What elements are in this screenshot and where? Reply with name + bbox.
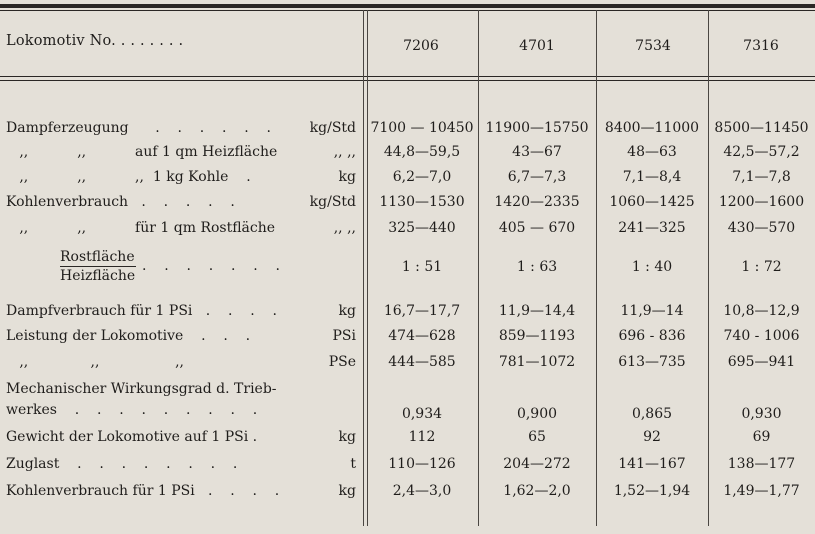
table-cell: 7,1—8,4 <box>622 169 682 185</box>
table-cell: 141—167 <box>618 456 686 472</box>
row-label: ,, ,, auf 1 qm Heizfläche <box>6 144 278 160</box>
table-cell: 1,49—1,77 <box>723 483 800 499</box>
table-cell: 92 <box>643 429 661 445</box>
table-cell: 1 : 40 <box>631 259 673 275</box>
table-row <box>0 120 815 142</box>
row-label: ,, ,, für 1 qm Rostfläche <box>6 220 276 236</box>
header-rule-2 <box>0 80 815 81</box>
column-header: 7534 <box>635 38 671 54</box>
table-row <box>0 220 815 242</box>
table-cell: 1 : 63 <box>516 259 558 275</box>
table-cell: 6,2—7,0 <box>392 169 452 185</box>
table-cell: 8400—11000 <box>604 120 700 136</box>
table-cell: 112 <box>408 429 436 445</box>
row-label: Gewicht der Lokomotive auf 1 PSi . <box>6 429 258 445</box>
table-cell: 1,52—1,94 <box>613 483 691 499</box>
table-cell: 781—1072 <box>498 354 576 370</box>
header-rule <box>0 76 815 77</box>
table-cell: 474—628 <box>388 328 456 344</box>
header-label: Lokomotiv No. . . . . . . . <box>6 33 184 49</box>
row-label: ,, ,, ,, 1 kg Kohle . <box>6 169 251 185</box>
row-label: ,, ,, ,, <box>6 354 185 370</box>
row-unit: PSe <box>328 354 356 370</box>
table-cell: 10,8—12,9 <box>723 303 800 319</box>
table-cell: 2,4—3,0 <box>392 483 452 499</box>
table-cell: 1 : 51 <box>401 259 443 275</box>
table-row <box>0 194 815 216</box>
table-cell: 6,7—7,3 <box>507 169 567 185</box>
table-row <box>0 169 815 191</box>
top-rule-thin <box>0 10 815 11</box>
table-cell: 325—440 <box>388 220 456 236</box>
row-dots: . . . . . . . <box>142 258 280 274</box>
row-label: werkes . . . . . . . . . <box>6 402 258 418</box>
table-cell: 16,7—17,7 <box>383 303 461 319</box>
table-cell: 405 — 670 <box>498 220 576 236</box>
column-header: 7316 <box>743 38 779 54</box>
table-row <box>0 429 815 451</box>
table-cell: 43—67 <box>512 144 562 160</box>
table-row <box>0 381 815 403</box>
table-cell: 110—126 <box>388 456 456 472</box>
table-cell: 7,1—7,8 <box>732 169 791 185</box>
fraction-numerator: Rostfläche <box>60 249 135 265</box>
table-cell: 859—1193 <box>498 328 576 344</box>
table-cell: 1 : 72 <box>741 259 782 275</box>
table-row <box>0 456 815 478</box>
table-cell: 430—570 <box>727 220 796 236</box>
row-unit: kg <box>338 303 356 319</box>
row-label: Kohlenverbrauch . . . . . <box>6 194 235 210</box>
table-cell: 44,8—59,5 <box>383 144 461 160</box>
row-unit: kg <box>338 169 356 185</box>
table-cell: 7100 — 10450 <box>370 120 474 136</box>
row-label: Leistung der Lokomotive . . . <box>6 328 251 344</box>
column-header: 4701 <box>519 38 555 54</box>
row-unit: kg/Std <box>309 194 356 210</box>
fraction-denominator: Heizfläche <box>60 268 136 284</box>
table-cell: 11,9—14,4 <box>498 303 576 319</box>
row-label: Dampfverbrauch für 1 PSi . . . . <box>6 303 277 319</box>
table-row <box>0 303 815 325</box>
table-cell: 444—585 <box>388 354 456 370</box>
row-unit: kg/Std <box>309 120 356 136</box>
table-cell: 1130—1530 <box>379 194 465 210</box>
table-cell: 0,930 <box>741 406 782 422</box>
row-unit: t <box>350 456 356 472</box>
table-cell: 1,62—2,0 <box>503 483 571 499</box>
top-rule <box>0 4 815 8</box>
row-unit: kg <box>338 483 356 499</box>
table-cell: 42,5—57,2 <box>723 144 800 160</box>
table-row <box>0 144 815 166</box>
table-cell: 1200—1600 <box>718 194 805 210</box>
table-cell: 696 - 836 <box>618 328 686 344</box>
row-unit: kg <box>338 429 356 445</box>
table-cell: 1060—1425 <box>609 194 695 210</box>
table-cell: 8500—11450 <box>714 120 809 136</box>
table-row <box>0 328 815 350</box>
table-row <box>0 354 815 376</box>
table-cell: 0,900 <box>516 406 558 422</box>
table-row <box>0 483 815 505</box>
table-cell: 11900—15750 <box>485 120 589 136</box>
table-cell: 204—272 <box>503 456 571 472</box>
row-label: Mechanischer Wirkungsgrad d. Trieb- <box>6 381 277 397</box>
table-cell: 613—735 <box>618 354 686 370</box>
table-cell: 48—63 <box>627 144 677 160</box>
table-cell: 740 - 1006 <box>723 328 800 344</box>
table-cell: 65 <box>528 429 546 445</box>
row-unit: ,, ,, <box>333 144 356 160</box>
table-cell: 69 <box>752 429 771 445</box>
table-cell: 11,9—14 <box>620 303 684 319</box>
table-row <box>0 248 815 288</box>
table-cell: 1420—2335 <box>494 194 580 210</box>
fraction-label <box>60 248 136 285</box>
row-label: Kohlenverbrauch für 1 PSi . . . . <box>6 483 280 499</box>
table-cell: 0,865 <box>631 406 673 422</box>
row-label: Dampferzeugung . . . . . . <box>6 120 272 136</box>
row-label: Zuglast . . . . . . . . <box>6 456 238 472</box>
table-cell: 695—941 <box>727 354 796 370</box>
column-header: 7206 <box>403 38 439 54</box>
table-cell: 241—325 <box>618 220 686 236</box>
table-row <box>0 402 815 424</box>
table-cell: 0,934 <box>401 406 443 422</box>
row-unit: ,, ,, <box>333 220 356 236</box>
row-unit: PSi <box>332 328 356 344</box>
table-cell: 138—177 <box>727 456 796 472</box>
